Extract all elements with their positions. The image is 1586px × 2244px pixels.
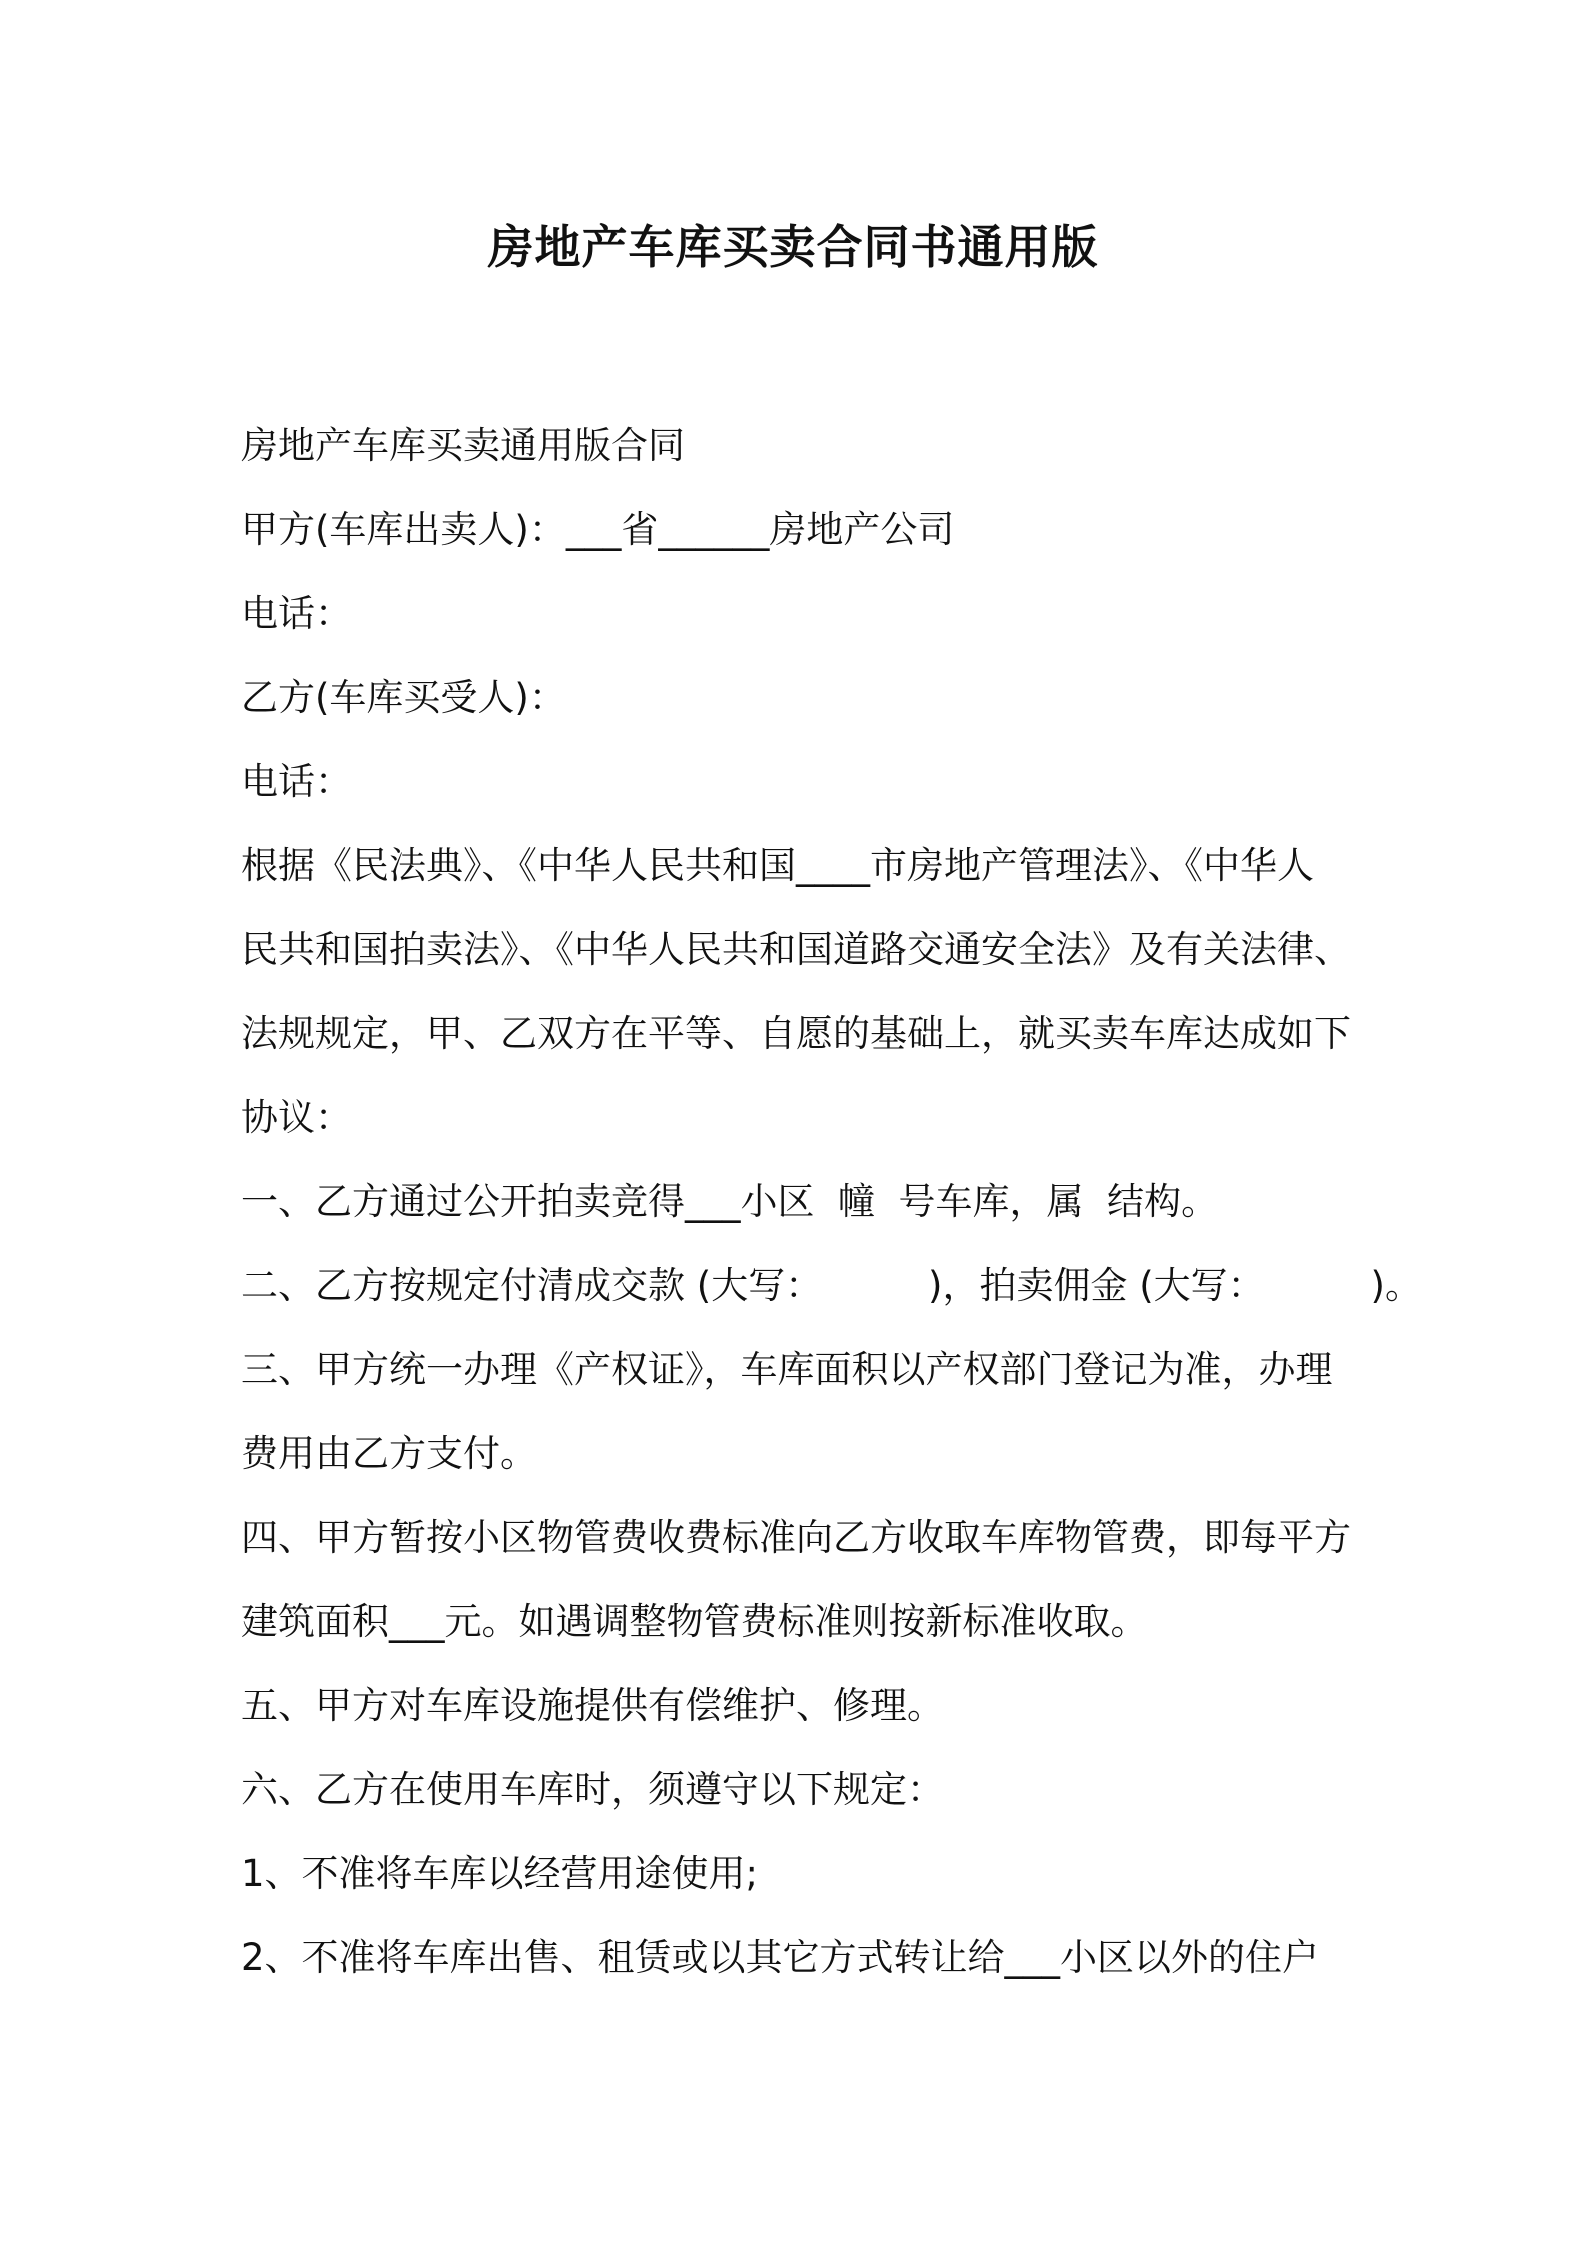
rule-2-line: 2、不准将车库出售、租赁或以其它方式转让给___小区以外的住户: [241, 1936, 1320, 1979]
document-body: [241, 404, 1422, 2000]
party-a-phone-line: 电话：: [241, 592, 352, 635]
clause-3-line-2: 费用由乙方支付。: [241, 1432, 537, 1475]
party-a-line: 甲方(车库出卖人)：___省______房地产公司: [241, 508, 955, 551]
clause-4-line-1: 四、甲方暂按小区物管费收费标准向乙方收取车库物管费，即每平方: [241, 1516, 1351, 1559]
document-title: 房地产车库买卖合同书通用版: [487, 220, 1099, 274]
clause-3-line-1: 三、甲方统一办理《产权证》，车库面积以产权部门登记为准，办理: [241, 1348, 1333, 1391]
clause-6-line: 六、乙方在使用车库时，须遵守以下规定：: [241, 1768, 944, 1811]
party-b-phone-line: 电话：: [241, 760, 352, 803]
preamble-line-4: 协议：: [241, 1096, 352, 1139]
party-b-line: 乙方(车库买受人)：: [241, 676, 566, 719]
rule-1-line: 1、不准将车库以经营用途使用;: [241, 1852, 759, 1895]
clause-2-line: 二、乙方按规定付清成交款 (大写： )，拍卖佣金 (大写： )。: [241, 1264, 1422, 1307]
preamble-line-1: 根据《民法典》、《中华人民共和国____市房地产管理法》、《中华人: [241, 844, 1314, 887]
clause-5-line: 五、甲方对车库设施提供有偿维护、修理。: [241, 1684, 944, 1727]
clause-1-line: 一、乙方通过公开拍卖竞得___小区 幢 号车库，属 结构。: [241, 1180, 1219, 1223]
preamble-line-2: 民共和国拍卖法》、《中华人民共和国道路交通安全法》及有关法律、: [241, 928, 1351, 971]
preamble-line-3: 法规规定，甲、乙双方在平等、自愿的基础上，就买卖车库达成如下: [241, 1012, 1351, 1055]
contract-heading-line: 房地产车库买卖通用版合同: [241, 424, 685, 467]
clause-4-line-2: 建筑面积___元。如遇调整物管费标准则按新标准收取。: [241, 1600, 1148, 1643]
